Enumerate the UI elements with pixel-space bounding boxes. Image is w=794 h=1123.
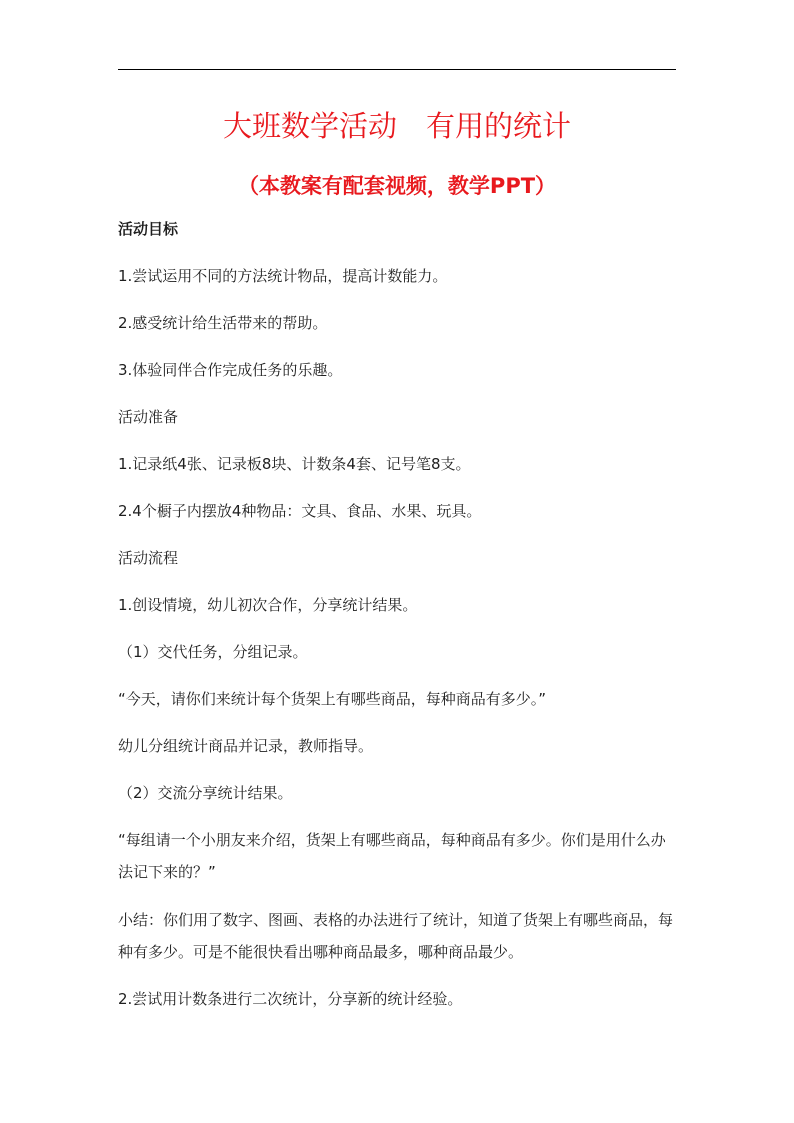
header-rule	[118, 69, 676, 70]
flow-item: “今天，请你们来统计每个货架上有哪些商品，每种商品有多少。”	[118, 690, 547, 708]
document-subtitle: （本教案有配套视频，教学PPT）	[237, 174, 557, 198]
goal-item: 1.尝试运用不同的方法统计物品，提高计数能力。	[118, 267, 448, 285]
flow-item: 1.创设情境，幼儿初次合作，分享统计结果。	[118, 596, 418, 614]
flow-item: （1）交代任务，分组记录。	[118, 643, 308, 661]
document-title: 大班数学活动 有用的统计	[222, 109, 571, 143]
goal-item: 2.感受统计给生活带来的帮助。	[118, 314, 328, 332]
flow-item: “每组请一个小朋友来介绍，货架上有哪些商品，每种商品有多少。你们是用什么办法记下来的？”	[118, 831, 666, 881]
document-body	[118, 214, 678, 1014]
section-heading-goals: 活动目标	[118, 220, 179, 238]
flow-item: 2.尝试用计数条进行二次统计，分享新的统计经验。	[118, 990, 463, 1008]
goal-item: 3.体验同伴合作完成任务的乐趣。	[118, 361, 343, 379]
flow-item: 小结：你们用了数字、图画、表格的办法进行了统计，知道了货架上有哪些商品，每种有多少。可是不能很快看出哪种商品最多，哪种商品最少。	[118, 911, 674, 961]
prep-item: 2.4个橱子内摆放4种物品：文具、食品、水果、玩具。	[118, 502, 482, 520]
prep-item: 1.记录纸4张、记录板8块、计数条4套、记号笔8支。	[118, 455, 471, 473]
section-heading-prep: 活动准备	[118, 408, 179, 426]
section-heading-flow: 活动流程	[118, 549, 179, 567]
flow-item: 幼儿分组统计商品并记录，教师指导。	[118, 737, 374, 755]
flow-item: （2）交流分享统计结果。	[118, 784, 293, 802]
